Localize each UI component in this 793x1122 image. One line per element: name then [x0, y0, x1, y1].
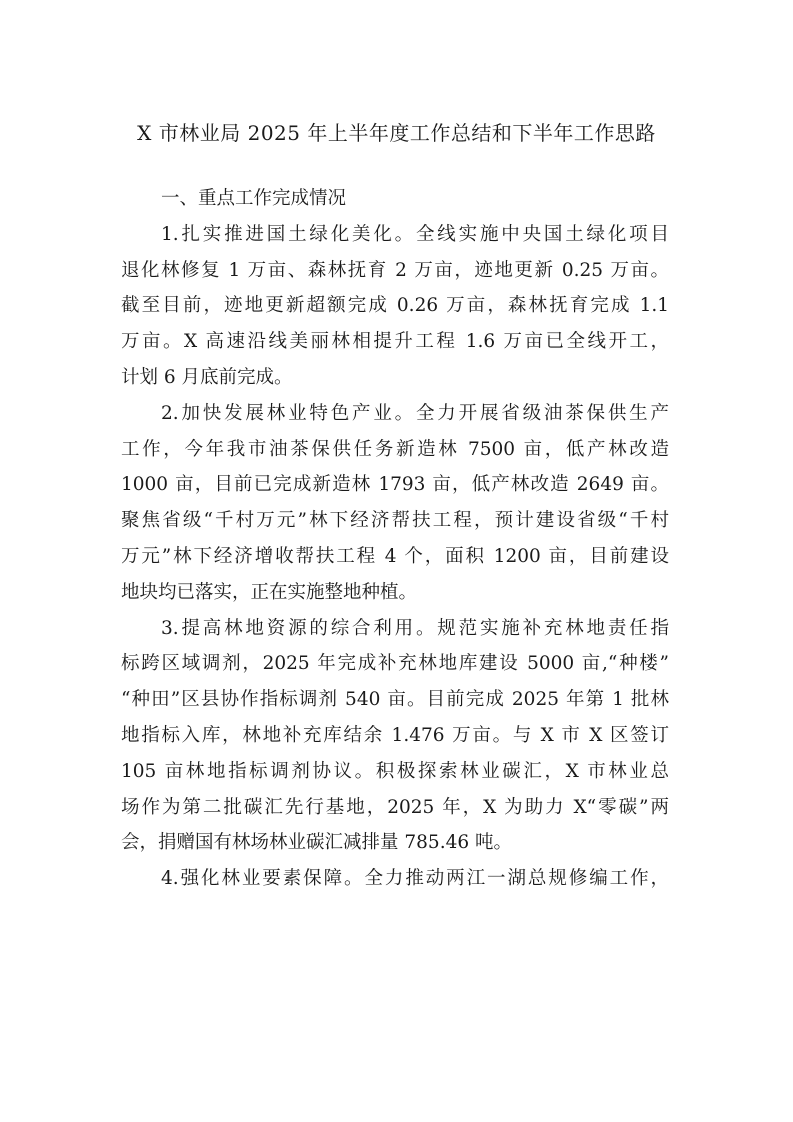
text-line: 会，捐赠国有林场林业碳汇减排量 785.46 吨。 — [121, 832, 512, 854]
text-line: 标跨区域调剂，2025 年完成补充林地库建设 5000 亩,“种楼” — [121, 653, 669, 675]
text-line: 万元”林下经济增收帮扶工程 4 个，面积 1200 亩，目前建设 — [121, 545, 669, 567]
text-line: 场作为第二批碳汇先行基地，2025 年，X 为助力 X“零碳”两 — [121, 796, 669, 818]
text-line: 工作，今年我市油茶保供任务新造林 7500 亩，低产林改造 — [121, 438, 669, 460]
text-line: 1.扎实推进国土绿化美化。全线实施中央国土绿化项目 — [161, 223, 669, 245]
document-body — [121, 181, 669, 897]
text-line: 退化林修复 1 万亩、森林抚育 2 万亩，迹地更新 0.25 万亩。 — [121, 259, 669, 281]
text-line: 4.强化林业要素保障。全力推动两江一湖总规修编工作， — [161, 868, 669, 890]
document-title: X 市林业局 2025 年上半年度工作总结和下半年工作思路 — [137, 121, 656, 145]
text-line: 105 亩林地指标调剂协议。积极探索林业碳汇，X 市林业总 — [121, 760, 669, 782]
text-line: 计划 6 月底前完成。 — [121, 366, 293, 388]
text-line: 聚焦省级“千村万元”林下经济帮扶工程，预计建设省级“千村 — [121, 510, 669, 532]
text-line: 一、重点工作完成情况 — [161, 188, 347, 209]
text-line: 1000 亩，目前已完成新造林 1793 亩，低产林改造 2649 亩。 — [121, 474, 669, 496]
text-line: 地块均已落实，正在实施整地种植。 — [121, 581, 418, 603]
text-line: “种田”区县协作指标调剂 540 亩。目前完成 2025 年第 1 批林 — [121, 689, 669, 711]
text-line: 3.提高林地资源的综合利用。规范实施补充林地责任指 — [161, 617, 669, 639]
text-line: 地指标入库，林地补充库结余 1.476 万亩。与 X 市 X 区签订 — [121, 724, 669, 746]
text-line: 2.加快发展林业特色产业。全力开展省级油茶保供生产 — [161, 402, 669, 424]
text-line: 万亩。X 高速沿线美丽林相提升工程 1.6 万亩已全线开工， — [121, 331, 669, 353]
text-line: 截至目前，迹地更新超额完成 0.26 万亩，森林抚育完成 1.1 — [121, 295, 669, 317]
